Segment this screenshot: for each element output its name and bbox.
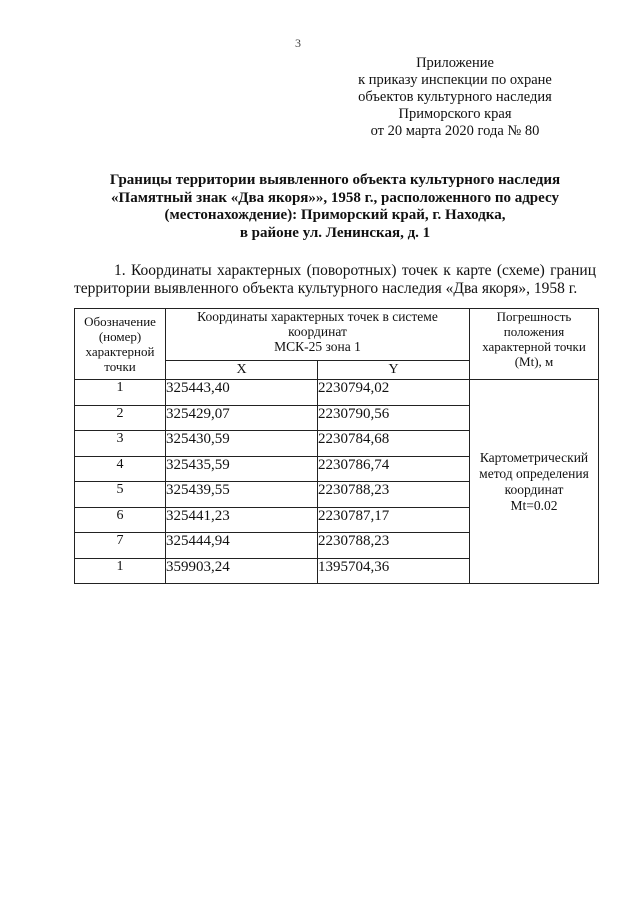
header-text: координат [288, 324, 347, 339]
point-number: 6 [75, 507, 166, 533]
header-text: положения [503, 324, 565, 339]
method-text: координат [504, 481, 564, 497]
column-header-point-designation [75, 309, 166, 380]
method-text: метод определения [479, 465, 589, 481]
header-text: (номер) [98, 329, 142, 344]
point-number: 4 [75, 456, 166, 482]
column-header-x: X [166, 361, 318, 380]
y-coordinate: 2230790,56 [318, 405, 470, 431]
column-header-coordinates [166, 309, 470, 361]
y-coordinate: 1395704,36 [318, 558, 470, 584]
paragraph-line: 1. Координаты характерных (поворотных) точек к карте (схеме) границ [114, 262, 596, 279]
document-title [80, 172, 590, 242]
appendix-line: объектов культурного наследия [358, 89, 552, 105]
x-coordinate: 359903,24 [166, 558, 318, 584]
y-coordinate: 2230788,23 [318, 482, 470, 508]
point-number: 7 [75, 533, 166, 559]
header-text: Координаты характерных точек в системе [197, 309, 438, 324]
title-line: Границы территории выявленного объекта культурного наследия [109, 172, 561, 188]
appendix-line: к приказу инспекции по охране [358, 72, 552, 88]
x-coordinate: 325430,59 [166, 431, 318, 457]
coordinates-paragraph [74, 262, 596, 298]
point-number: 5 [75, 482, 166, 508]
appendix-header [330, 55, 580, 140]
point-number: 2 [75, 405, 166, 431]
header-text: МСК-25 зона 1 [274, 339, 361, 354]
accuracy-method-cell [470, 380, 599, 584]
method-text: Mt=0.02 [510, 497, 558, 513]
x-coordinate: 325443,40 [166, 380, 318, 406]
header-text: точки [104, 359, 136, 374]
coordinates-table [74, 308, 599, 584]
x-coordinate: 325439,55 [166, 482, 318, 508]
method-text: Картометрический [479, 449, 589, 465]
table-header-row [75, 309, 599, 361]
header-text: (Mt), м [514, 354, 554, 369]
column-header-error [470, 309, 599, 380]
appendix-line: от 20 марта 2020 года № 80 [370, 123, 540, 139]
header-text: характерной точки [482, 339, 586, 354]
title-line: в районе ул. Ленинская, д. 1 [239, 224, 431, 241]
y-coordinate: 2230786,74 [318, 456, 470, 482]
y-coordinate: 2230784,68 [318, 431, 470, 457]
x-coordinate: 325429,07 [166, 405, 318, 431]
y-coordinate: 2230794,02 [318, 380, 470, 406]
header-text: характерной [85, 344, 155, 359]
column-header-y: Y [318, 361, 470, 380]
appendix-line: Приморского края [398, 106, 512, 122]
header-text: Погрешность [496, 309, 572, 324]
appendix-line: Приложение [416, 55, 494, 71]
y-coordinate: 2230787,17 [318, 507, 470, 533]
page-number: 3 [295, 36, 301, 50]
y-coordinate: 2230788,23 [318, 533, 470, 559]
paragraph-line: территории выявленного объекта культурного наследия «Два якоря», 1958 г. [74, 280, 578, 297]
point-number: 3 [75, 431, 166, 457]
header-text: Обозначение [84, 314, 156, 329]
x-coordinate: 325435,59 [166, 456, 318, 482]
table-row [75, 380, 599, 406]
point-number: 1 [75, 380, 166, 406]
x-coordinate: 325441,23 [166, 507, 318, 533]
title-line: «Памятный знак «Два якоря»», 1958 г., расположенного по адресу [111, 189, 559, 206]
title-line: (местонахождение): Приморский край, г. Находка, [164, 207, 506, 223]
x-coordinate: 325444,94 [166, 533, 318, 559]
point-number: 1 [75, 558, 166, 584]
